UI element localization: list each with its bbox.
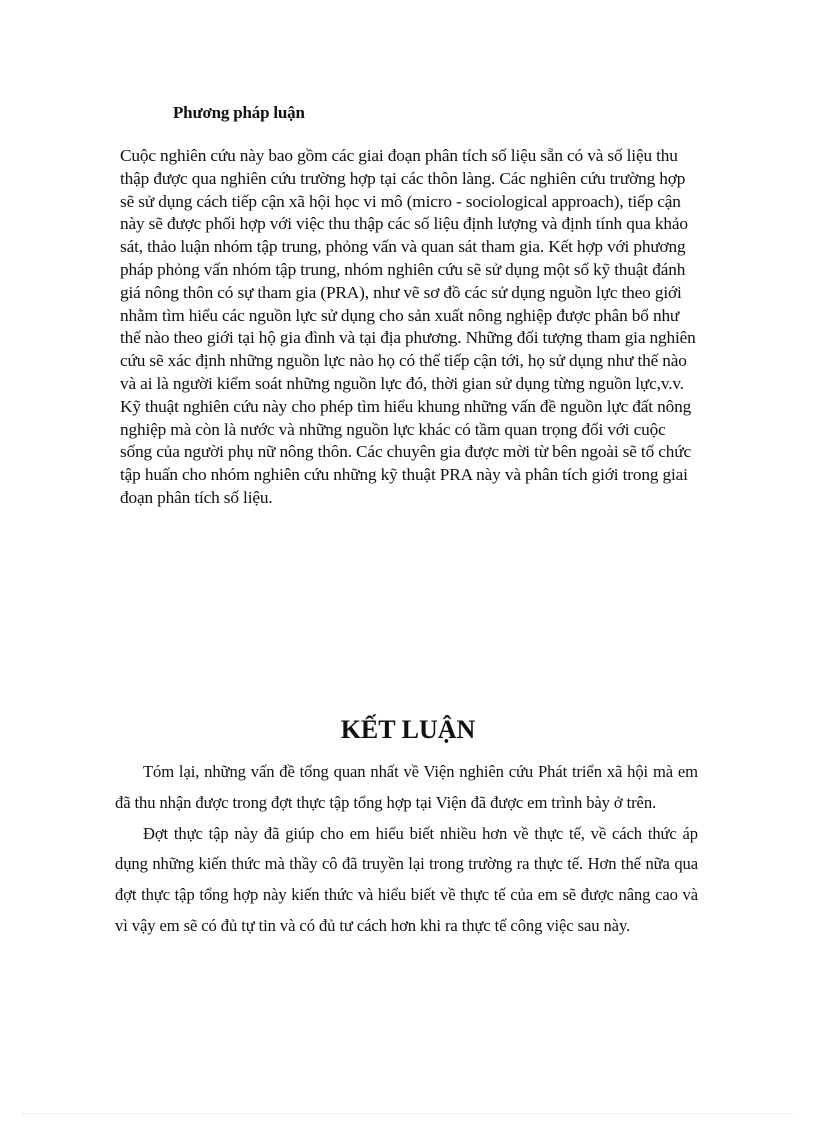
conclusion-body bbox=[115, 757, 698, 942]
page-bottom-divider bbox=[22, 1113, 794, 1114]
method-section-paragraph: Cuộc nghiên cứu này bao gồm các giai đoạn phân tích số liệu sẵn có và số liệu thu thập được qua nghiên cứu trường hợp tại các thôn làng. Các nghiên cứu trường hợp sẽ sử dụng cách tiếp cận xã hội học vi mô (micro - sociological approach), tiếp cận này sẽ được phối hợp với việc thu thập các số liệu định lượng và định tính qua khảo sát, thảo luận nhóm tập trung, phỏng vấn và quan sát tham gia. Kết hợp với phương pháp phỏng vấn nhóm tập trung, nhóm nghiên cứu sẽ sử dụng một số kỹ thuật đánh giá nông thôn có sự tham gia (PRA), như vẽ sơ đồ các sử dụng nguồn lực theo giới nhằm tìm hiểu các nguồn lực sử dụng cho sản xuất nông nghiệp được phân bổ như thế nào theo giới tại hộ gia đình và tại địa phương. Những đối tượng tham gia nghiên cứu sẽ xác định những nguồn lực nào họ có thể tiếp cận tới, họ sử dụng như thế nào và ai là người kiểm soát những nguồn lực đó, thời gian sử dụng từng nguồn lực,v.v. Kỹ thuật nghiên cứu này cho phép tìm hiểu khung những vấn đề nguồn lực đất nông nghiệp mà còn là nước và những nguồn lực khác có tầm quan trọng đối với cuộc sống của người phụ nữ nông thôn. Các chuyên gia được mời từ bên ngoài sẽ tổ chức tập huấn cho nhóm nghiên cứu những kỹ thuật PRA này và phân tích giới trong giai đoạn phân tích số liệu. bbox=[120, 146, 696, 507]
conclusion-paragraph-2: Đợt thực tập này đã giúp cho em hiểu biết nhiều hơn về thực tế, về cách thức áp dụng những kiến thức mà thầy cô đã truyền lại trong trường ra thực tế. Hơn thế nữa qua đợt thực tập tổng hợp này kiến thức và hiểu biết về thực tế của em sẽ được nâng cao và vì vậy em sẽ có đủ tự tin và có đủ tư cách hơn khi ra thực tế công việc sau này. bbox=[115, 823, 698, 935]
method-section-heading: Phương pháp luận bbox=[173, 103, 305, 122]
conclusion-paragraph-1: Tóm lại, những vấn đề tổng quan nhất về Viện nghiên cứu Phát triển xã hội mà em đã thu nhận được trong đợt thực tập tổng hợp tại Viện đã được em trình bày ở trên. bbox=[115, 762, 698, 812]
conclusion-title: KẾT LUẬN bbox=[340, 715, 476, 744]
